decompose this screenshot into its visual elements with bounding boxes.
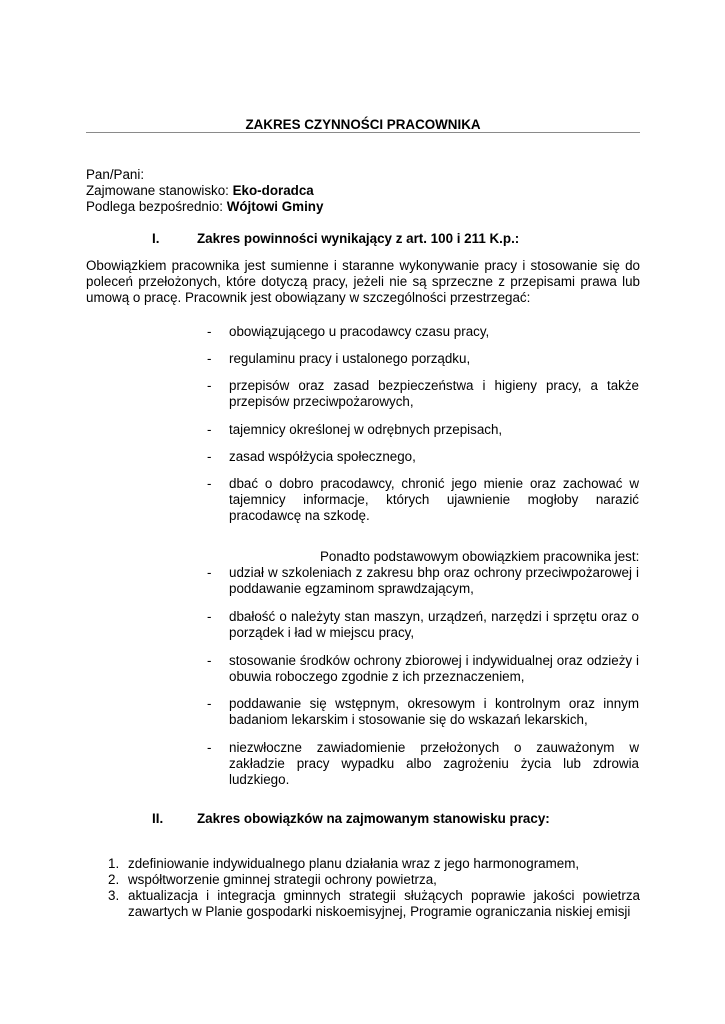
document-title: ZAKRES CZYNNOŚCI PRACOWNIKA [245,117,481,132]
numbered-item-text: współtworzenie gminnej strategii ochrony powietrza, [128,872,437,887]
name-label: Pan/Pani: [86,167,145,182]
bullet-dash: - [207,696,212,711]
bullet-dash: - [207,740,212,755]
numbered-item-text: aktualizacja i integracja gminnych strategii służących poprawie jakości powietrza zawartych w Planie gospodarki niskoemisyjnej, Programie ograniczania niskiej emisji [128,888,640,919]
list-item-text: przepisów oraz zasad bezpieczeństwa i higieny pracy, a także przepisów przeciwpożarowych, [229,378,639,409]
bullet-dash: - [207,324,212,339]
section1-numeral: I. [152,231,160,246]
section1-heading: Zakres powinności wynikający z art. 100 i 211 K.p.: [197,231,520,246]
list-item-text: poddawanie się wstępnym, okresowym i kontrolnym oraz innym badaniom lekarskim i stosowanie się do wskazań lekarskich, [229,696,639,727]
bullet-dash: - [207,378,212,393]
position-label: Zajmowane stanowisko: [86,183,233,198]
list-item [207,351,471,367]
list-item-text: tajemnicy określonej w odrębnych przepisach, [229,422,503,437]
list-item [207,476,639,523]
numbered-item-text: zdefiniowanie indywidualnego planu działania wraz z jego harmonogramem, [128,856,580,871]
additional-duties-intro: Ponadto podstawowym obowiązkiem pracownika jest: [320,549,640,564]
bullet-dash: - [207,476,212,491]
list-item-text: zasad współżycia społecznego, [229,449,416,464]
section2-numeral: II. [152,811,164,826]
item-number: 1. [108,856,120,871]
bullet-dash: - [207,609,212,624]
bullet-dash: - [207,653,212,668]
list-item-text: dbać o dobro pracodawcy, chronić jego mienie oraz zachować w tajemnicy informacje, których ujawnienie mogłoby narazić pracodawcę na szkodę. [229,476,639,523]
list-item [207,324,490,340]
supervisor-line [86,199,323,215]
section2-heading: Zakres obowiązków na zajmowanym stanowisku pracy: [197,811,550,826]
bullet-dash: - [207,351,212,366]
supervisor-value: Wójtowi Gminy [226,199,324,214]
list-item [207,609,639,640]
list-item-text: regulaminu pracy i ustalonego porządku, [229,351,471,366]
list-item-text: stosowanie środków ochrony zbiorowej i indywidualnej oraz odzieży i obuwia roboczego zgodnie z ich przeznaczeniem, [229,653,639,684]
list-item [207,565,639,596]
list-item-text: udział w szkoleniach z zakresu bhp oraz ochrony przeciwpożarowej i poddawanie egzaminom sprawdzającym, [229,565,639,596]
bullet-dash: - [207,449,212,464]
list-item [207,422,503,438]
section1-intro: Obowiązkiem pracownika jest sumienne i staranne wykonywanie pracy i stosowanie się do poleceń przełożonych, które dotyczą pracy, jeżeli nie są sprzeczne z przepisami prawa lub umową o pracę. Pracownik jest obowiązany w szczególności przestrzegać: [86,258,640,306]
title-underline [86,132,640,133]
list-item [207,449,416,465]
list-item [207,653,639,684]
position-value: Eko-doradca [232,183,314,198]
list-item-text: obowiązującego u pracodawcy czasu pracy, [229,324,490,339]
bullet-dash: - [207,565,212,580]
item-number: 3. [108,888,120,903]
list-item-text: dbałość o należyty stan maszyn, urządzeń, narzędzi i sprzętu oraz o porządek i ład w miejscu pracy, [229,609,639,640]
supervisor-label: Podlega bezpośrednio: [86,199,227,214]
list-item-text: niezwłoczne zawiadomienie przełożonych o zauważonym w zakładzie pracy wypadku albo zagrożeniu życia lub zdrowia ludzkiego. [229,740,639,787]
bullet-dash: - [207,422,212,437]
list-item [207,696,639,727]
item-number: 2. [108,872,120,887]
list-item [207,740,639,787]
list-item [207,378,639,409]
position-line [86,183,314,199]
